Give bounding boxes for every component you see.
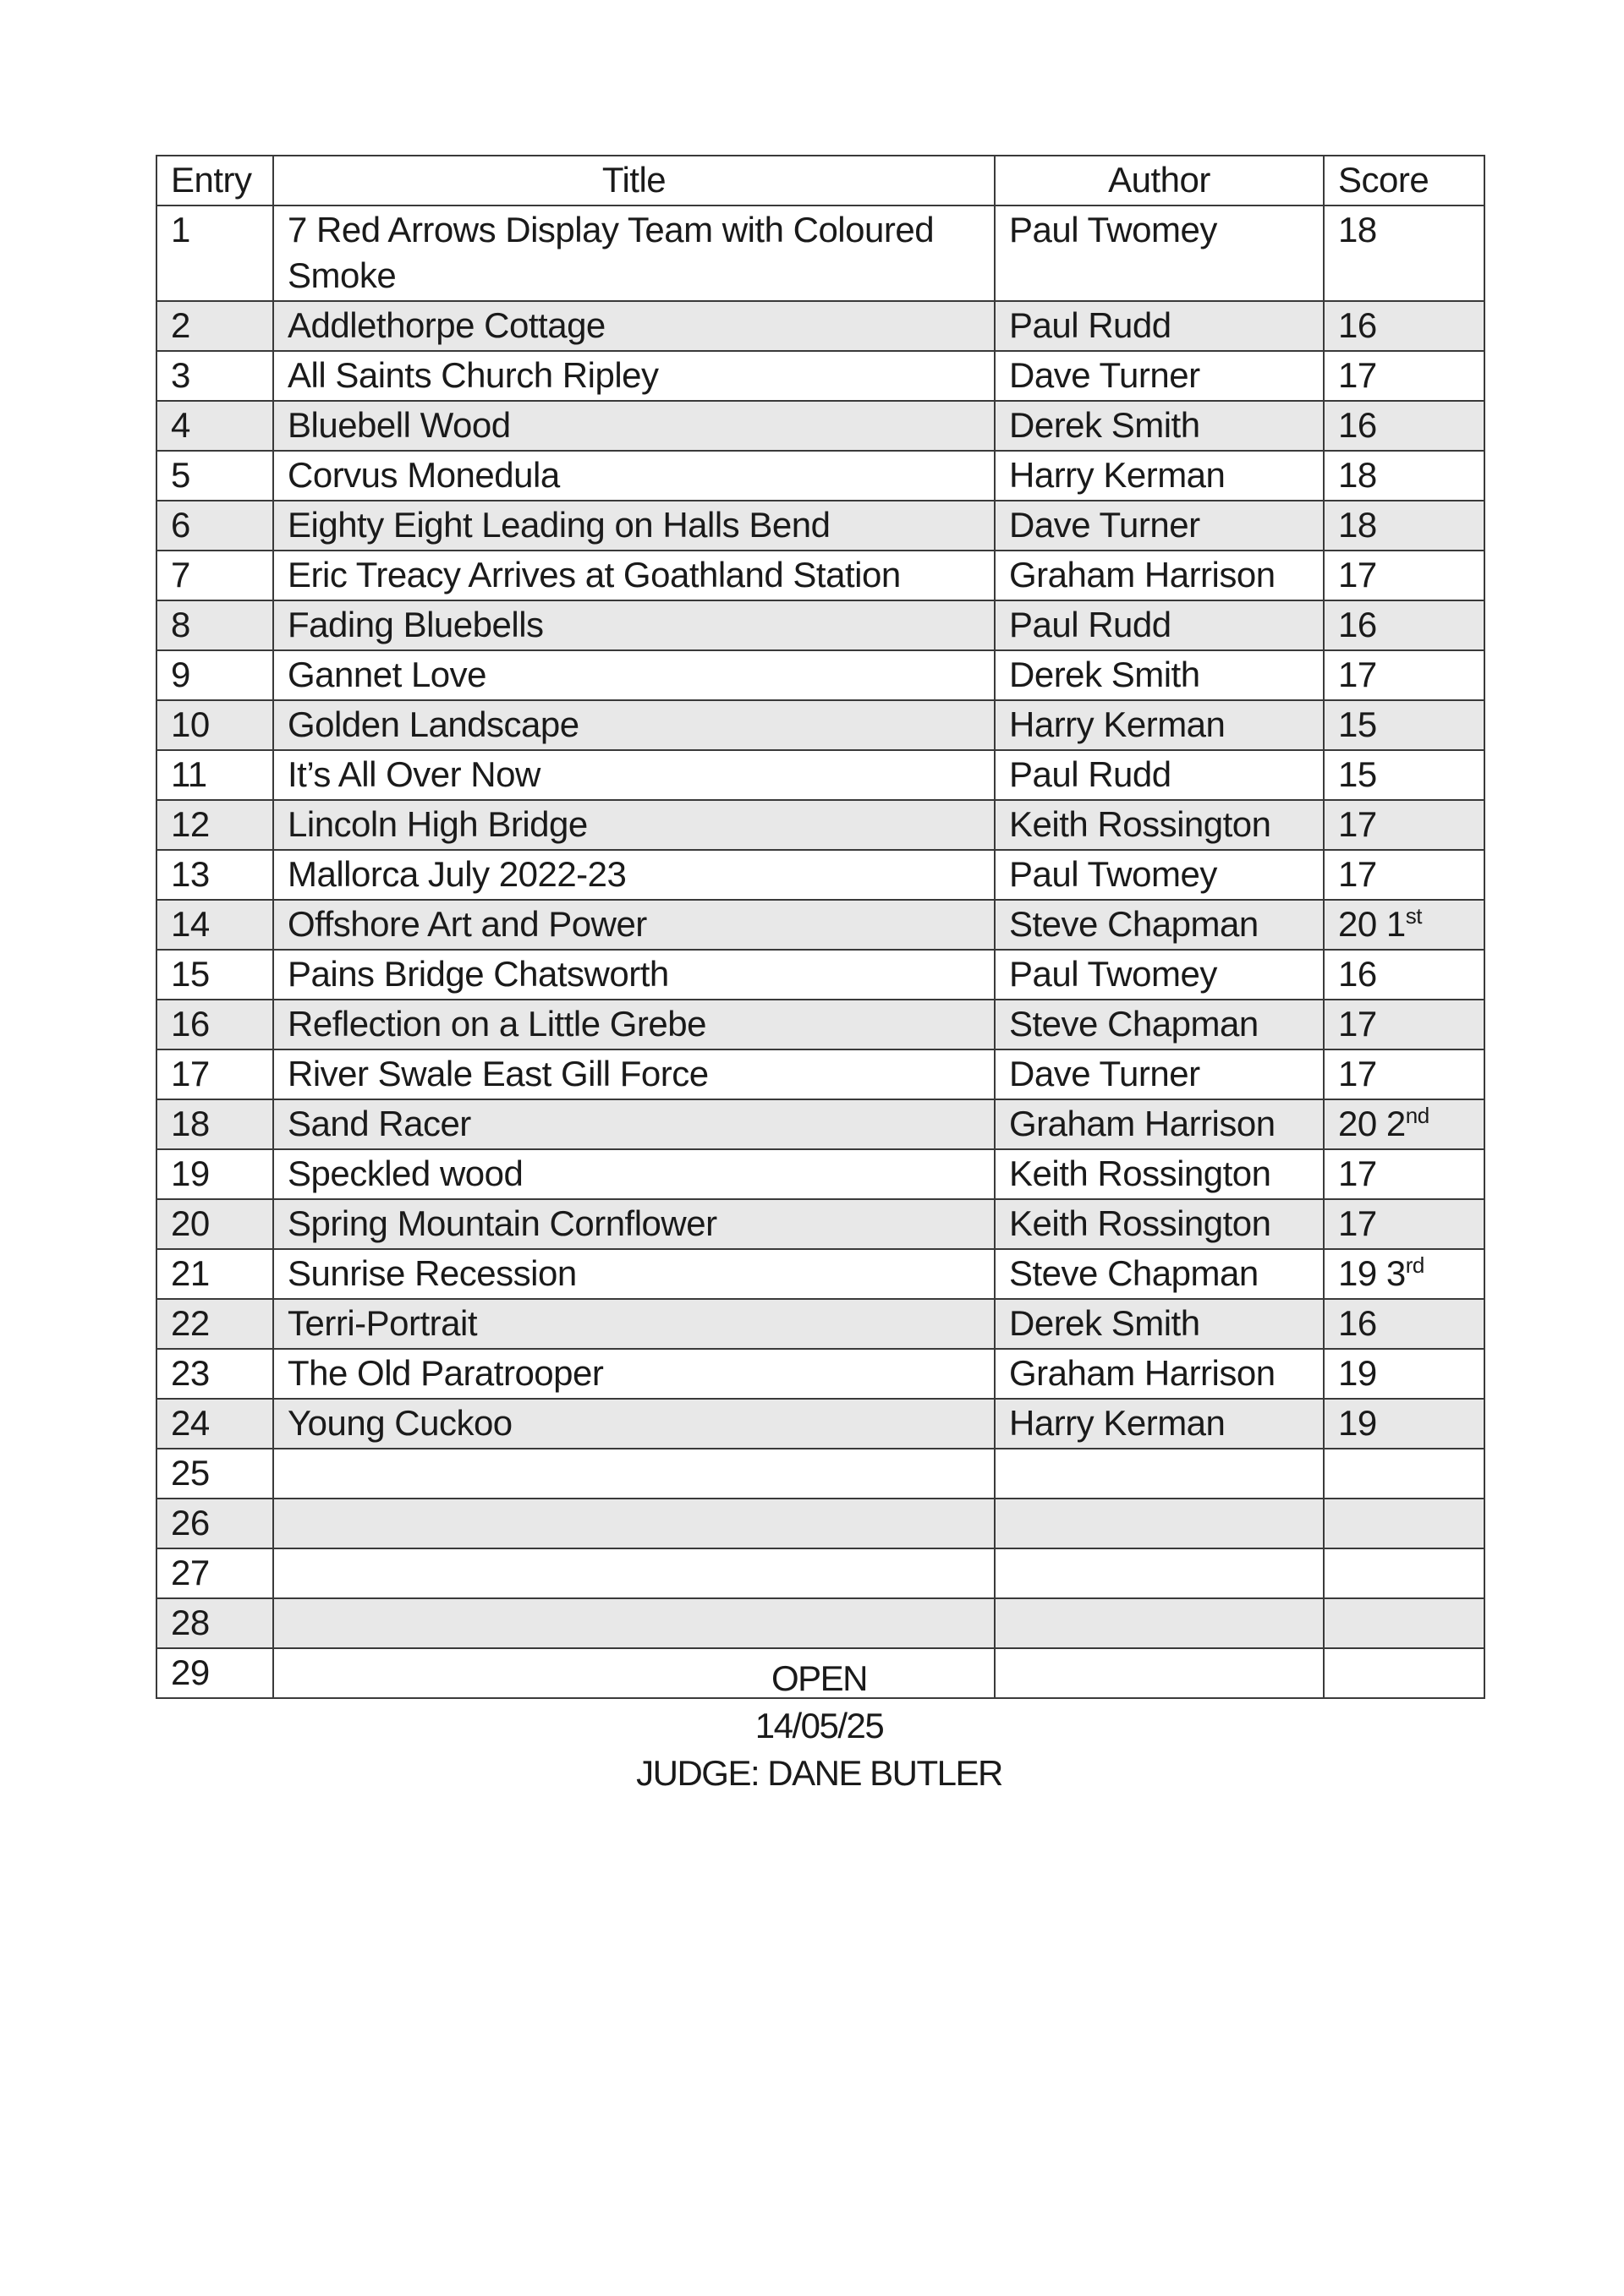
score-value: 17 (1338, 1203, 1377, 1243)
title-cell: Lincoln High Bridge (273, 800, 995, 850)
placing-suffix: st (1405, 903, 1422, 929)
author-cell: Keith Rossington (995, 800, 1324, 850)
table-row (156, 1499, 1484, 1548)
score-value: 17 (1338, 1153, 1377, 1193)
score-value: 17 (1338, 804, 1377, 844)
score-value: 15 (1338, 704, 1377, 744)
table-row (156, 1349, 1484, 1399)
entry-cell: 5 (156, 451, 273, 501)
entry-cell: 21 (156, 1249, 273, 1299)
score-cell (1324, 205, 1484, 301)
title-cell: Corvus Monedula (273, 451, 995, 501)
table-row (156, 600, 1484, 650)
title-cell: Sand Racer (273, 1099, 995, 1149)
score-cell (1324, 1349, 1484, 1399)
score-cell (1324, 451, 1484, 501)
table-row (156, 551, 1484, 600)
entry-cell: 15 (156, 950, 273, 1000)
placing-suffix: nd (1405, 1103, 1429, 1128)
entry-cell: 17 (156, 1049, 273, 1099)
entry-cell: 8 (156, 600, 273, 650)
score-cell (1324, 850, 1484, 900)
title-header: Title (273, 156, 995, 205)
title-cell: Speckled wood (273, 1149, 995, 1199)
author-cell: Harry Kerman (995, 700, 1324, 750)
score-cell (1324, 1299, 1484, 1349)
results-sheet (156, 155, 1484, 1699)
score-cell (1324, 1399, 1484, 1449)
score-cell (1324, 1499, 1484, 1548)
entry-cell: 10 (156, 700, 273, 750)
author-cell: Paul Twomey (995, 950, 1324, 1000)
table-row (156, 205, 1484, 301)
entry-cell: 4 (156, 401, 273, 451)
author-cell: Dave Turner (995, 501, 1324, 551)
entry-cell: 6 (156, 501, 273, 551)
title-cell: Golden Landscape (273, 700, 995, 750)
author-cell: Dave Turner (995, 1049, 1324, 1099)
table-row (156, 1149, 1484, 1199)
score-value: 16 (1338, 405, 1377, 445)
score-value: 18 (1338, 210, 1377, 249)
title-cell: It’s All Over Now (273, 750, 995, 800)
score-cell (1324, 1049, 1484, 1099)
score-cell (1324, 900, 1484, 950)
title-cell: The Old Paratrooper (273, 1349, 995, 1399)
author-cell: Paul Rudd (995, 600, 1324, 650)
competition-footer (0, 1655, 1624, 1797)
author-cell: Paul Rudd (995, 750, 1324, 800)
title-cell: Sunrise Recession (273, 1249, 995, 1299)
score-value: 16 (1338, 605, 1377, 644)
author-cell: Paul Twomey (995, 850, 1324, 900)
score-cell (1324, 800, 1484, 850)
score-value: 18 (1338, 505, 1377, 545)
entry-cell: 19 (156, 1149, 273, 1199)
author-cell (995, 1548, 1324, 1598)
table-row (156, 750, 1484, 800)
author-cell: Graham Harrison (995, 1349, 1324, 1399)
title-cell (273, 1499, 995, 1548)
title-cell: River Swale East Gill Force (273, 1049, 995, 1099)
entry-cell: 1 (156, 205, 273, 301)
title-cell: Fading Bluebells (273, 600, 995, 650)
author-cell: Graham Harrison (995, 1099, 1324, 1149)
score-value: 18 (1338, 455, 1377, 495)
header-row (156, 156, 1484, 205)
score-cell (1324, 551, 1484, 600)
title-cell: Addlethorpe Cottage (273, 301, 995, 351)
title-cell: Pains Bridge Chatsworth (273, 950, 995, 1000)
title-cell: Young Cuckoo (273, 1399, 995, 1449)
title-cell: Eighty Eight Leading on Halls Bend (273, 501, 995, 551)
title-cell: Reflection on a Little Grebe (273, 1000, 995, 1049)
entry-cell: 24 (156, 1399, 273, 1449)
score-value: 17 (1338, 854, 1377, 894)
score-cell (1324, 1000, 1484, 1049)
table-row (156, 451, 1484, 501)
author-cell (995, 1499, 1324, 1548)
author-cell: Harry Kerman (995, 451, 1324, 501)
entry-cell: 3 (156, 351, 273, 401)
author-cell: Derek Smith (995, 401, 1324, 451)
results-table (156, 155, 1485, 1699)
table-row (156, 1548, 1484, 1598)
table-row (156, 1000, 1484, 1049)
score-cell (1324, 750, 1484, 800)
score-value: 17 (1338, 655, 1377, 694)
entry-cell: 2 (156, 301, 273, 351)
author-cell: Keith Rossington (995, 1149, 1324, 1199)
score-cell (1324, 1449, 1484, 1499)
score-cell (1324, 1149, 1484, 1199)
title-cell: Bluebell Wood (273, 401, 995, 451)
author-cell: Steve Chapman (995, 900, 1324, 950)
entry-cell: 7 (156, 551, 273, 600)
competition-category: OPEN (771, 1658, 868, 1698)
table-row (156, 800, 1484, 850)
score-value: 19 (1338, 1353, 1377, 1393)
score-value: 19 (1338, 1403, 1377, 1443)
entry-cell: 12 (156, 800, 273, 850)
score-value: 20 1 (1338, 904, 1406, 944)
table-row (156, 301, 1484, 351)
score-header: Score (1324, 156, 1484, 205)
score-value: 15 (1338, 754, 1377, 794)
placing-suffix: rd (1405, 1252, 1424, 1278)
table-row (156, 401, 1484, 451)
author-cell: Keith Rossington (995, 1199, 1324, 1249)
author-cell: Paul Twomey (995, 205, 1324, 301)
table-row (156, 1598, 1484, 1648)
score-cell (1324, 1199, 1484, 1249)
table-row (156, 650, 1484, 700)
score-value: 20 2 (1338, 1104, 1406, 1143)
score-cell (1324, 600, 1484, 650)
entry-cell: 28 (156, 1598, 273, 1648)
competition-date: 14/05/25 (754, 1706, 884, 1745)
title-cell: Gannet Love (273, 650, 995, 700)
entry-cell: 29 (156, 1648, 273, 1698)
title-cell: Offshore Art and Power (273, 900, 995, 950)
author-cell: Steve Chapman (995, 1249, 1324, 1299)
table-row (156, 1249, 1484, 1299)
author-cell (995, 1449, 1324, 1499)
table-row (156, 950, 1484, 1000)
table-row (156, 1199, 1484, 1249)
score-value: 17 (1338, 1054, 1377, 1093)
score-cell (1324, 700, 1484, 750)
entry-header: Entry (156, 156, 273, 205)
title-cell: Spring Mountain Cornflower (273, 1199, 995, 1249)
entry-cell: 11 (156, 750, 273, 800)
author-cell: Derek Smith (995, 650, 1324, 700)
entry-cell: 25 (156, 1449, 273, 1499)
score-value: 16 (1338, 305, 1377, 345)
author-cell: Harry Kerman (995, 1399, 1324, 1449)
entry-cell: 13 (156, 850, 273, 900)
title-cell: Eric Treacy Arrives at Goathland Station (273, 551, 995, 600)
title-cell: All Saints Church Ripley (273, 351, 995, 401)
score-cell (1324, 351, 1484, 401)
score-value: 17 (1338, 555, 1377, 595)
entry-cell: 9 (156, 650, 273, 700)
entry-cell: 23 (156, 1349, 273, 1399)
table-row (156, 900, 1484, 950)
score-cell (1324, 950, 1484, 1000)
author-cell: Derek Smith (995, 1299, 1324, 1349)
score-cell (1324, 1548, 1484, 1598)
entry-cell: 16 (156, 1000, 273, 1049)
title-cell (273, 1449, 995, 1499)
score-cell (1324, 1598, 1484, 1648)
score-cell (1324, 650, 1484, 700)
title-cell (273, 1598, 995, 1648)
table-row (156, 1399, 1484, 1449)
score-value: 17 (1338, 355, 1377, 395)
title-cell: Terri-Portrait (273, 1299, 995, 1349)
table-row (156, 1099, 1484, 1149)
score-cell (1324, 401, 1484, 451)
author-cell: Paul Rudd (995, 301, 1324, 351)
score-cell (1324, 301, 1484, 351)
entry-cell: 18 (156, 1099, 273, 1149)
author-cell: Steve Chapman (995, 1000, 1324, 1049)
table-row (156, 1299, 1484, 1349)
score-value: 16 (1338, 1303, 1377, 1343)
entry-cell: 22 (156, 1299, 273, 1349)
table-row (156, 850, 1484, 900)
title-cell: 7 Red Arrows Display Team with Coloured Smoke (273, 205, 995, 301)
score-value: 19 3 (1338, 1253, 1406, 1293)
title-cell (273, 1548, 995, 1598)
score-value: 17 (1338, 1004, 1377, 1044)
author-cell: Graham Harrison (995, 551, 1324, 600)
judge-name: JUDGE: DANE BUTLER (636, 1753, 1002, 1793)
table-row (156, 501, 1484, 551)
title-cell: Mallorca July 2022-23 (273, 850, 995, 900)
author-header: Author (995, 156, 1324, 205)
score-cell (1324, 1099, 1484, 1149)
table-row (156, 700, 1484, 750)
results-body (156, 205, 1484, 1698)
entry-cell: 26 (156, 1499, 273, 1548)
score-value: 16 (1338, 954, 1377, 994)
score-cell (1324, 1249, 1484, 1299)
score-cell (1324, 501, 1484, 551)
table-row (156, 351, 1484, 401)
author-cell: Dave Turner (995, 351, 1324, 401)
table-row (156, 1449, 1484, 1499)
table-row (156, 1049, 1484, 1099)
entry-cell: 14 (156, 900, 273, 950)
author-cell (995, 1598, 1324, 1648)
entry-cell: 27 (156, 1548, 273, 1598)
entry-cell: 20 (156, 1199, 273, 1249)
